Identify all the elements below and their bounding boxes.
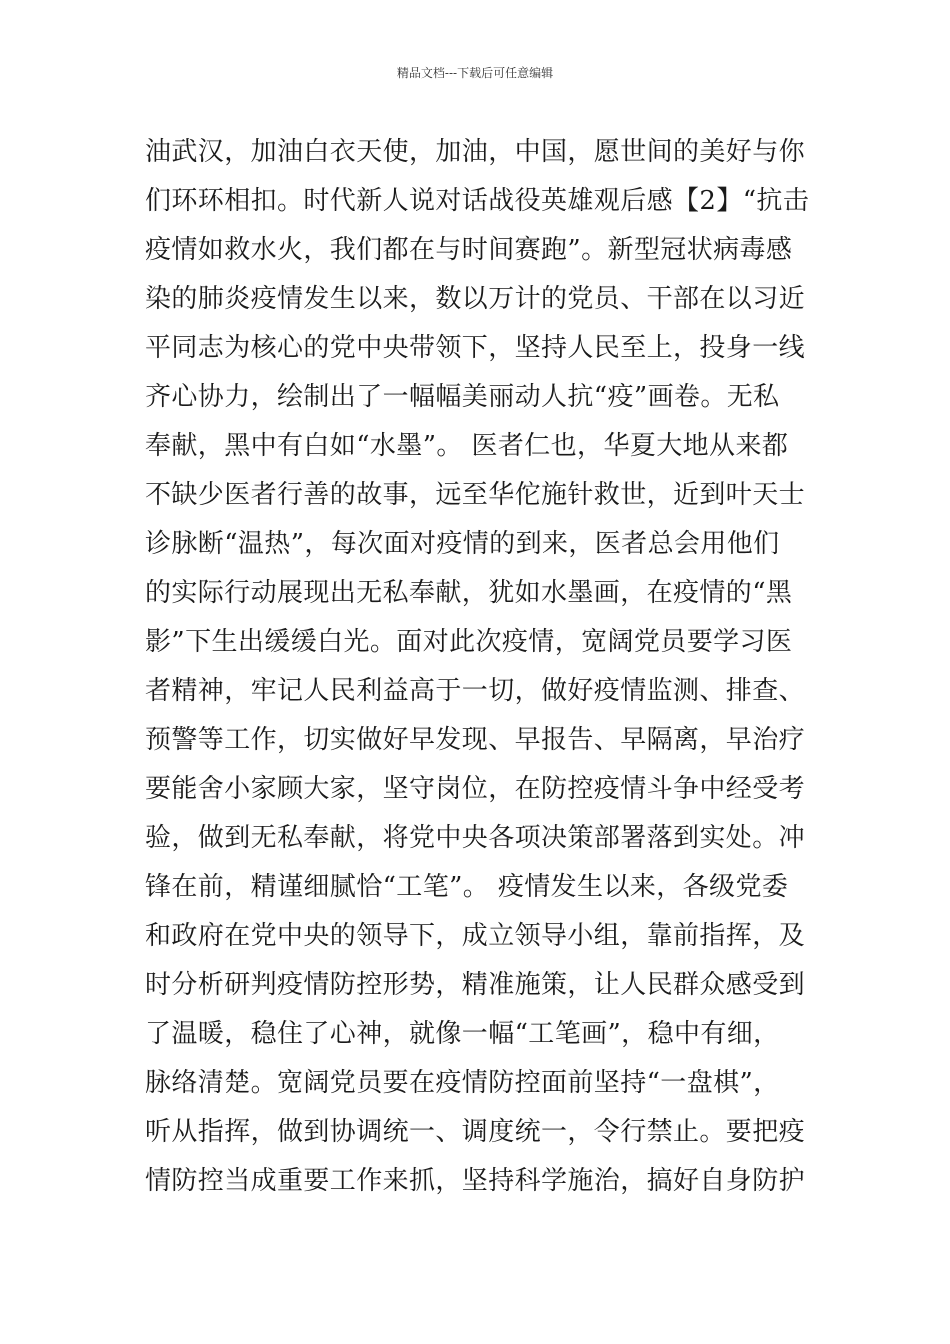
- text-line: 了温暖，稳住了心神，就像一幅“工笔画”，稳中有细，: [145, 1019, 780, 1049]
- text-line: 和政府在党中央的领导下，成立领导小组，靠前指挥，及: [145, 921, 806, 951]
- text-line: 的实际行动展现出无私奉献，犹如水墨画，在疫情的“黑: [145, 578, 793, 608]
- text-line: 影”下生出缓缓白光。面对此次疫情，宽阔党员要学习医: [145, 627, 793, 657]
- text-line: 预警等工作，切实做好早发现、早报告、早隔离，早治疗: [145, 725, 806, 755]
- text-line: 们环环相扣。时代新人说对话战役英雄观后感【2】“抗击: [145, 186, 810, 216]
- text-line: 不缺少医者行善的故事，远至华佗施针救世，近到叶天士: [145, 480, 806, 510]
- text-line: 听从指挥，做到协调统一、调度统一，令行禁止。要把疫: [145, 1117, 806, 1147]
- text-line: 诊脉断“温热”，每次面对疫情的到来，医者总会用他们: [145, 529, 780, 559]
- text-line: 脉络清楚。宽阔党员要在疫情防控面前坚持“一盘棋”，: [145, 1068, 780, 1098]
- text-line: 齐心协力，绘制出了一幅幅美丽动人抗“疫”画卷。无私: [145, 382, 780, 412]
- text-line: 锋在前，精谨细腻恰“工笔”。 疫情发生以来，各级党委: [145, 872, 789, 902]
- page-header: 精品文档---下载后可任意编辑: [396, 66, 554, 80]
- text-line: 时分析研判疫情防控形势，精准施策，让人民群众感受到: [145, 970, 806, 1000]
- text-line: 要能舍小家顾大家，坚守岗位，在防控疫情斗争中经受考: [145, 774, 806, 804]
- text-line: 情防控当成重要工作来抓，坚持科学施治，搞好自身防护: [145, 1166, 806, 1196]
- text-line: 平同志为核心的党中央带领下，坚持人民至上，投身一线: [145, 333, 806, 363]
- text-line: 验，做到无私奉献，将党中央各项决策部署落到实处。冲: [145, 823, 806, 853]
- text-line: 油武汉，加油白衣天使，加油，中国，愿世间的美好与你: [145, 137, 806, 167]
- text-line: 疫情如救水火，我们都在与时间赛跑”。新型冠状病毒感: [145, 235, 793, 265]
- text-line: 奉献，黑中有白如“水墨”。 医者仁也，华夏大地从来都: [145, 431, 789, 461]
- text-line: 染的肺炎疫情发生以来，数以万计的党员、干部在以习近: [145, 284, 806, 314]
- text-line: 者精神，牢记人民利益高于一切，做好疫情监测、排查、: [145, 676, 806, 706]
- document-body: [145, 128, 825, 1206]
